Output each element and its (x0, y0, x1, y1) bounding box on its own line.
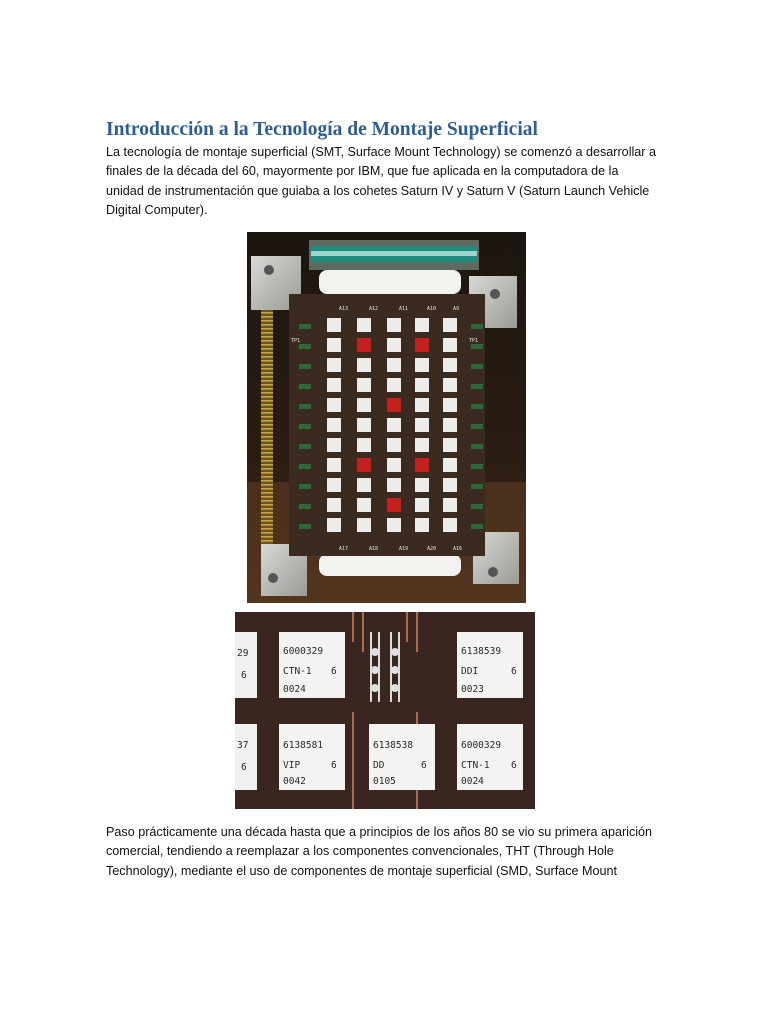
chip-type: DD (373, 760, 385, 771)
column-label: A18 (369, 546, 379, 552)
column-label: A20 (427, 546, 437, 552)
column-label: A17 (339, 546, 349, 552)
board-chip (443, 478, 457, 492)
board-chip (415, 398, 429, 412)
board-chip (357, 458, 371, 472)
board-chip (387, 458, 401, 472)
board-chip (327, 398, 341, 412)
board-chip (357, 398, 371, 412)
column-label: A19 (399, 546, 409, 552)
board-chip (415, 478, 429, 492)
board-chip (387, 398, 401, 412)
history-paragraph (106, 823, 676, 881)
circuit-board-photo (247, 232, 526, 603)
board-chip (443, 498, 457, 512)
board-chip (357, 358, 371, 372)
board-diode (471, 344, 483, 349)
board-chip (415, 378, 429, 392)
chip-code: 6138539 (461, 646, 502, 657)
partial-chip-text: 37 (237, 740, 249, 751)
board-chip (387, 478, 401, 492)
side-label: TP1 (469, 338, 479, 344)
board-chip (443, 318, 457, 332)
board-chip (327, 378, 341, 392)
board-chip (327, 318, 341, 332)
board-chip (415, 358, 429, 372)
chip-code: 6000329 (461, 740, 502, 751)
chip-batch: 0105 (373, 776, 396, 787)
board-chip (387, 378, 401, 392)
chip-code: 6138581 (283, 740, 324, 751)
board-chip (387, 518, 401, 532)
board-diode (299, 504, 311, 509)
column-label: A16 (453, 546, 463, 552)
text-line: Digital Computer). (106, 202, 208, 217)
board-chip (357, 378, 371, 392)
board-chip (443, 418, 457, 432)
text-line: finales de la década del 60, mayormente por IBM, que fue aplicada en la computadora de la (106, 164, 619, 179)
board-diode (299, 524, 311, 529)
board-diode (471, 324, 483, 329)
board-chip (357, 518, 371, 532)
board-chip (327, 478, 341, 492)
chip (457, 632, 523, 698)
text-line: Paso prácticamente una década hasta que a principios de los años 80 se vio su primera aparición (106, 825, 653, 839)
board-diode (471, 484, 483, 489)
text-line: comercial, tendiendo a reemplazar a los componentes convencionales, THT (Through Hole (106, 844, 614, 859)
column-label: A12 (369, 306, 379, 312)
board-chip (387, 438, 401, 452)
board-chip (443, 518, 457, 532)
board-diode (471, 504, 483, 509)
chip-type: CTN-1 (283, 666, 312, 677)
board-diode (471, 364, 483, 369)
chip-batch: 0042 (283, 776, 306, 787)
document-title: Introducción a la Tecnología de Montaje Superficial (106, 119, 538, 140)
side-label: TP1 (291, 338, 301, 344)
column-label: A10 (427, 306, 437, 312)
chip (279, 632, 345, 698)
board-chip (443, 358, 457, 372)
board-diode (471, 424, 483, 429)
board-chip (387, 338, 401, 352)
chip-num: 6 (331, 760, 337, 771)
board-chip (387, 418, 401, 432)
board-chip (357, 498, 371, 512)
board-chip (387, 318, 401, 332)
chip-batch: 0024 (461, 776, 484, 787)
chip-type: CTN-1 (461, 760, 490, 771)
text-line: Technology), mediante el uso de componentes de montaje superficial (SMD, Surface Mount (106, 863, 618, 878)
board-chip (327, 358, 341, 372)
board-chip (327, 418, 341, 432)
chip (369, 724, 435, 790)
chip (457, 724, 523, 790)
board-diode (299, 444, 311, 449)
column-label: A13 (339, 306, 349, 312)
board-diode (471, 464, 483, 469)
board-chip (443, 338, 457, 352)
board-diode (299, 324, 311, 329)
chip (279, 724, 345, 790)
board-chip (415, 318, 429, 332)
board-diode (299, 344, 311, 349)
chip-num: 6 (331, 666, 337, 677)
board-diode (299, 404, 311, 409)
chip-closeup-photo (235, 612, 535, 809)
board-diode (299, 384, 311, 389)
board-chip (327, 498, 341, 512)
board-chip (357, 438, 371, 452)
board-diode (299, 364, 311, 369)
board-chip (415, 338, 429, 352)
intro-paragraph (106, 143, 676, 220)
board-chip (415, 458, 429, 472)
chip-num: 6 (511, 666, 517, 677)
board-chip (327, 338, 341, 352)
board-chip (443, 458, 457, 472)
board-chip (443, 398, 457, 412)
partial-chip-text: 6 (241, 762, 247, 773)
chip-code: 6000329 (283, 646, 324, 657)
board-chip (415, 418, 429, 432)
board-chip (357, 318, 371, 332)
chip-num: 6 (511, 760, 517, 771)
text-line: La tecnología de montaje superficial (SMT, Surface Mount Technology) se comenzó a desarrollar a (106, 145, 656, 159)
board-diode (471, 384, 483, 389)
chip-batch: 0024 (283, 684, 306, 695)
board-chip (387, 498, 401, 512)
board-chip (443, 438, 457, 452)
board-diode (471, 524, 483, 529)
chip-code: 6138538 (373, 740, 414, 751)
board-chip (443, 378, 457, 392)
board-chip (415, 498, 429, 512)
board-diode (299, 484, 311, 489)
chip-num: 6 (421, 760, 427, 771)
board-chip (327, 518, 341, 532)
board-diode (471, 404, 483, 409)
column-label: A11 (399, 306, 409, 312)
partial-chip-text: 6 (241, 670, 247, 681)
board-diode (299, 424, 311, 429)
chip-type: DDI (461, 666, 479, 677)
board-chip (357, 418, 371, 432)
column-label: A9 (453, 306, 460, 312)
text-line: unidad de instrumentación que guiaba a los cohetes Saturn IV y Saturn V (Saturn Launch Vehicle (106, 183, 650, 198)
board-chip (357, 338, 371, 352)
board-chip (327, 458, 341, 472)
board-chip (357, 478, 371, 492)
board-chip (415, 518, 429, 532)
board-chip (387, 358, 401, 372)
board-chip (415, 438, 429, 452)
board-chip (327, 438, 341, 452)
chip-type: VIP (283, 760, 301, 771)
chip-batch: 0023 (461, 684, 484, 695)
board-diode (299, 464, 311, 469)
board-diode (471, 444, 483, 449)
partial-chip-text: 29 (237, 648, 249, 659)
